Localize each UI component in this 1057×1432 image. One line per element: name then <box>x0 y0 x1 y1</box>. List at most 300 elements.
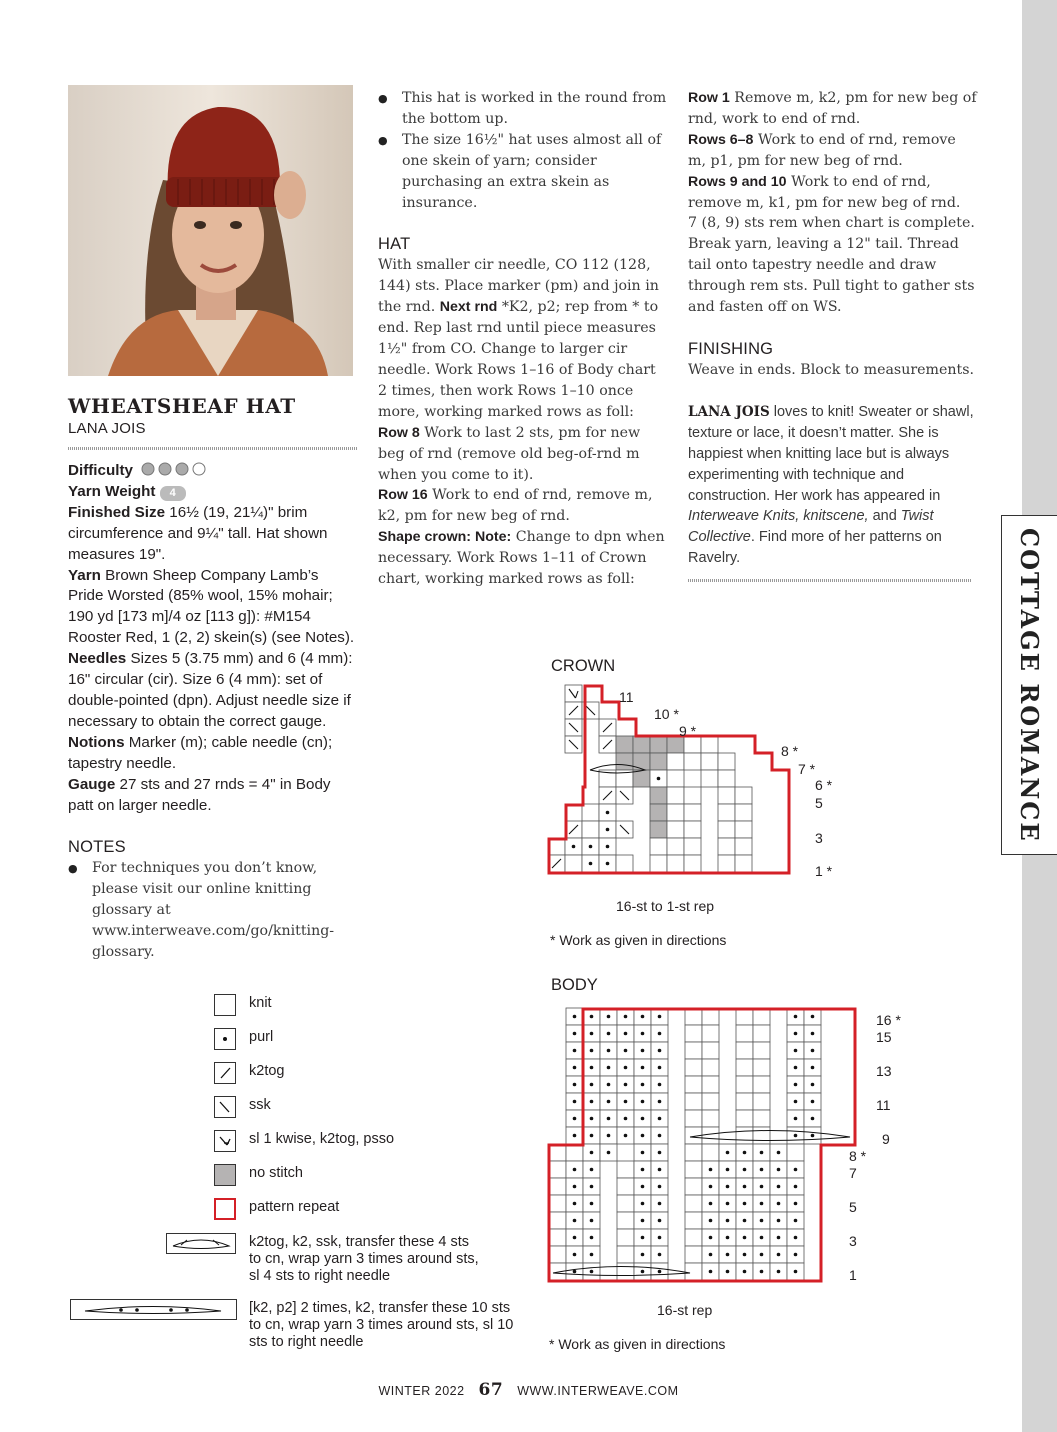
chart-cell <box>617 1195 634 1212</box>
bio-name: LANA JOIS <box>688 403 770 420</box>
notions-text: Marker (m); cable needle (cn); tapestry needle. <box>68 733 333 772</box>
purl-mark <box>641 1066 645 1070</box>
purl-mark <box>777 1219 781 1223</box>
body-row-label: 5 <box>849 1199 857 1215</box>
body-chart <box>545 1004 865 1290</box>
purl-mark <box>590 1134 594 1138</box>
chart-cell <box>702 1042 719 1059</box>
chart-cell <box>549 1178 566 1195</box>
purl-mark <box>658 1219 662 1223</box>
chart-cell <box>633 753 650 770</box>
purl-mark <box>624 1032 628 1036</box>
crown-row68-text: Work to end of rnd, remove m, p1, pm for new beg of rnd. <box>688 131 956 169</box>
purl-mark <box>641 1049 645 1053</box>
purl-mark <box>760 1253 764 1257</box>
body-row-label: 13 <box>876 1063 892 1079</box>
crown-row1-text: Remove m, k2, pm for new beg of rnd, work to end of rnd. <box>688 90 977 127</box>
gauge-text: 27 sts and 27 rnds = 4" in Body patt on larger needle. <box>68 775 331 814</box>
purl-mark <box>658 1134 662 1138</box>
purl-mark <box>573 1270 577 1274</box>
chart-cell <box>685 1178 702 1195</box>
purl-mark <box>811 1100 815 1104</box>
purl-mark <box>573 1049 577 1053</box>
purl-mark <box>590 1236 594 1240</box>
purl-mark <box>572 845 576 849</box>
yarn-label: Yarn <box>68 566 101 584</box>
chart-cell <box>667 821 684 838</box>
chart-cell <box>736 1008 753 1025</box>
chart-cell <box>685 1161 702 1178</box>
purl-mark <box>709 1185 713 1189</box>
chart-cell <box>565 855 582 872</box>
chart-cell <box>684 804 701 821</box>
row8-text: Work to last 2 sts, pm for new beg of rnd (remove old beg-of-rnd m when you come to it). <box>378 424 641 483</box>
chart-cell <box>702 1110 719 1127</box>
chart-cell <box>753 1025 770 1042</box>
hat-text: *K2, p2; rep from * to end. Rep last rnd until piece measures 1½" from CO. Change to larger cir needle. Work Rows 1–16 of Body chart 2 times, then work Rows 1–10 once more, working marked rows as foll: <box>378 299 659 420</box>
sk2p-symbol <box>214 1130 236 1152</box>
purl-mark <box>573 1117 577 1121</box>
chart-cell <box>549 1161 566 1178</box>
purl-mark <box>760 1151 764 1155</box>
chart-cell <box>735 855 752 872</box>
chart-cell <box>617 1178 634 1195</box>
note-item: ● This hat is worked in the round from the bottom up. <box>378 88 668 130</box>
purl-mark <box>573 1253 577 1257</box>
purl-mark <box>777 1270 781 1274</box>
purl-mark <box>726 1270 730 1274</box>
purl-mark <box>641 1185 645 1189</box>
body-row-label: 15 <box>876 1029 892 1045</box>
purl-mark <box>658 1151 662 1155</box>
purl-mark <box>573 1032 577 1036</box>
purl-mark <box>794 1083 798 1087</box>
purl-mark <box>777 1151 781 1155</box>
crown-chart <box>545 684 845 884</box>
page-footer <box>0 1380 1057 1400</box>
key-label: knit <box>249 995 272 1011</box>
chart-cell <box>718 821 735 838</box>
body-row-label: 8 * <box>849 1148 867 1164</box>
chart-cell <box>617 1212 634 1229</box>
gauge-label: Gauge <box>68 775 116 793</box>
needles-text: Sizes 5 (3.75 mm) and 6 (4 mm): 16" circular (cir). Size 6 (4 mm): set of double-pointed (dpn). Adjust needle size if necessary to obtain the correct gauge. <box>68 650 353 730</box>
purl-mark <box>573 1083 577 1087</box>
body-row-label: 9 <box>882 1131 890 1147</box>
chart-cell <box>718 770 735 787</box>
purl-mark <box>590 1032 594 1036</box>
purl-mark <box>726 1236 730 1240</box>
chart-cell <box>650 838 667 855</box>
chart-cell <box>616 736 633 753</box>
purl-mark <box>658 1236 662 1240</box>
chart-cell <box>549 1212 566 1229</box>
chart-cell <box>701 736 718 753</box>
purl-mark <box>658 1253 662 1257</box>
chart-cell <box>735 804 752 821</box>
purl-mark <box>641 1015 645 1019</box>
purl-mark <box>709 1236 713 1240</box>
purl-mark <box>658 1168 662 1172</box>
k2tog-symbol <box>214 1062 236 1084</box>
purl-mark <box>607 1083 611 1087</box>
chart-cell <box>582 821 599 838</box>
body-row-label: 7 <box>849 1165 857 1181</box>
purl-mark <box>709 1253 713 1257</box>
purl-mark <box>709 1168 713 1172</box>
purl-mark <box>658 1117 662 1121</box>
chart-cell <box>684 753 701 770</box>
body-rep-label: 16-st rep <box>657 1302 713 1318</box>
page-number: 67 <box>478 1380 504 1400</box>
purl-mark <box>777 1185 781 1189</box>
purl-mark <box>658 1015 662 1019</box>
purl-mark <box>606 862 610 866</box>
purl-mark <box>641 1083 645 1087</box>
chart-cell <box>684 787 701 804</box>
chart-cell <box>685 1025 702 1042</box>
purl-mark <box>606 845 610 849</box>
purl-mark <box>760 1185 764 1189</box>
ssk-symbol <box>214 1096 236 1118</box>
purl-mark <box>811 1049 815 1053</box>
purl-mark <box>794 1032 798 1036</box>
chart-cell <box>667 787 684 804</box>
crown-row-label: 3 <box>815 830 823 846</box>
purl-mark <box>590 1151 594 1155</box>
body-row-label: 1 <box>849 1267 857 1283</box>
purl-mark <box>641 1236 645 1240</box>
purl-mark <box>658 1083 662 1087</box>
chart-cell <box>685 1059 702 1076</box>
purl-mark <box>641 1117 645 1121</box>
purl-mark <box>794 1219 798 1223</box>
chart-cell <box>548 838 565 855</box>
purl-mark <box>607 1151 611 1155</box>
purl-mark <box>606 828 610 832</box>
chart-cell <box>787 1144 804 1161</box>
chart-cell <box>702 1127 719 1144</box>
body-footnote: * Work as given in directions <box>549 1336 726 1352</box>
purl-mark <box>794 1253 798 1257</box>
chart-cell <box>684 821 701 838</box>
finishing-text: Weave in ends. Block to measurements. <box>688 361 974 378</box>
purl-mark <box>573 1015 577 1019</box>
purl-mark <box>777 1168 781 1172</box>
no-stitch-symbol <box>214 1164 236 1186</box>
crown-row-label: 5 <box>815 795 823 811</box>
purl-mark <box>811 1066 815 1070</box>
purl-mark <box>743 1185 747 1189</box>
chart-cell <box>685 1144 702 1161</box>
left-column <box>68 394 358 963</box>
purl-mark <box>743 1270 747 1274</box>
chart-cell <box>735 821 752 838</box>
row8-label: Row 8 <box>378 424 420 441</box>
chart-cell <box>753 1059 770 1076</box>
chart-cell <box>650 787 667 804</box>
cable-4st-symbol <box>166 1233 236 1254</box>
purl-mark <box>726 1151 730 1155</box>
chart-cell <box>667 855 684 872</box>
purl-mark <box>573 1236 577 1240</box>
crown-footnote: * Work as given in directions <box>550 932 727 948</box>
knit-symbol <box>214 994 236 1016</box>
body-row-label: 11 <box>876 1097 891 1113</box>
purl-mark <box>794 1015 798 1019</box>
purl-mark <box>573 1185 577 1189</box>
cable-4st-label: k2tog, k2, ssk, transfer these 4 sts to cn, wrap yarn 3 times around sts, sl 4 sts to right needle <box>249 1234 479 1284</box>
chart-cell <box>753 1008 770 1025</box>
purl-mark <box>794 1100 798 1104</box>
pattern-title: WHEATSHEAF HAT <box>68 394 296 418</box>
chart-cell <box>566 1144 583 1161</box>
purl-mark <box>641 1134 645 1138</box>
purl-mark <box>624 1015 628 1019</box>
crown-row-label: 6 * <box>815 777 833 793</box>
purl-mark <box>726 1253 730 1257</box>
chart-cell <box>702 1093 719 1110</box>
purl-mark <box>794 1270 798 1274</box>
crown-row-label: 9 * <box>679 723 697 739</box>
purl-mark <box>709 1219 713 1223</box>
purl-mark <box>743 1151 747 1155</box>
crown-row910-label: Rows 9 and 10 <box>688 173 787 190</box>
purl-mark <box>811 1134 815 1138</box>
purl-mark <box>794 1236 798 1240</box>
purl-mark <box>573 1134 577 1138</box>
purl-mark <box>641 1100 645 1104</box>
purl-mark <box>794 1168 798 1172</box>
chart-cell <box>736 1110 753 1127</box>
chart-cell <box>616 855 633 872</box>
chart-cell <box>685 1042 702 1059</box>
chart-cell <box>650 855 667 872</box>
row16-label: Row 16 <box>378 487 428 504</box>
key-label: pattern repeat <box>249 1199 340 1215</box>
chart-cell <box>753 1127 770 1144</box>
purl-mark <box>760 1168 764 1172</box>
purl-mark <box>777 1236 781 1240</box>
purl-mark <box>590 1100 594 1104</box>
yarn-weight-icon: 4 <box>160 486 186 501</box>
yarn-text: Brown Sheep Company Lamb’s Pride Worsted (85% wool, 15% mohair; 190 yd [173 m]/4 oz [113 g]): #M154 Rooster Red, 1 (2, 2) skein(s) (see Notes). <box>68 566 355 647</box>
purl-mark <box>590 1049 594 1053</box>
difficulty-label: Difficulty <box>68 462 133 479</box>
chart-cell <box>617 1246 634 1263</box>
chart-cell <box>582 804 599 821</box>
notes-list-cont <box>378 88 668 213</box>
purl-mark <box>624 1117 628 1121</box>
purl-mark <box>760 1236 764 1240</box>
purl-mark <box>590 1066 594 1070</box>
chart-cell <box>650 821 667 838</box>
chart-cell <box>718 753 735 770</box>
chart-cell <box>736 1093 753 1110</box>
notes-list <box>68 858 358 963</box>
crown-rep-label: 16-st to 1-st rep <box>616 898 715 914</box>
purl-mark <box>573 1168 577 1172</box>
chart-cell <box>685 1093 702 1110</box>
purl-mark <box>624 1134 628 1138</box>
purl-mark <box>760 1219 764 1223</box>
cable-10st-symbol <box>70 1299 237 1320</box>
right-column <box>688 88 978 582</box>
purl-mark <box>607 1049 611 1053</box>
hat-bold: Next rnd <box>439 299 498 316</box>
purl-mark <box>658 1185 662 1189</box>
cable-10st-label: [k2, p2] 2 times, k2, transfer these 10 sts to cn, wrap yarn 3 times around sts, sl 10 sts to right needle <box>249 1300 514 1350</box>
chart-cell <box>736 1076 753 1093</box>
purl-mark <box>743 1236 747 1240</box>
purl-mark <box>658 1032 662 1036</box>
purl-mark <box>743 1202 747 1206</box>
purl-mark <box>743 1253 747 1257</box>
key-label: sl 1 kwise, k2tog, psso <box>249 1131 395 1147</box>
purl-mark <box>658 1202 662 1206</box>
chart-cell <box>616 753 633 770</box>
purl-mark <box>794 1049 798 1053</box>
chart-cell <box>549 1229 566 1246</box>
notes-heading: NOTES <box>68 838 126 857</box>
chart-cell <box>650 804 667 821</box>
key-label: k2tog <box>249 1063 285 1079</box>
finished-size-text: 16½ (19, 21¼)" brim circumference and 9¼" tall. Hat shown measures 19". <box>68 503 328 563</box>
purl-mark <box>590 1219 594 1223</box>
chart-cell <box>735 838 752 855</box>
chart-cell <box>702 1144 719 1161</box>
row16-text: Work to end of rnd, remove m, k2, pm for new beg of rnd. <box>378 487 653 525</box>
purl-mark <box>794 1117 798 1121</box>
crown-row-label: 7 * <box>798 761 816 777</box>
purl-mark <box>726 1219 730 1223</box>
purl-mark <box>658 1049 662 1053</box>
crown-row910-text: Work to end of rnd, remove m, k1, pm for new beg of rnd. <box>688 173 961 211</box>
purl-mark <box>573 1100 577 1104</box>
chart-cell <box>701 770 718 787</box>
chart-cell <box>667 838 684 855</box>
purl-mark <box>641 1151 645 1155</box>
purl-mark <box>641 1270 645 1274</box>
chart-cell <box>718 838 735 855</box>
chart-cell <box>702 1008 719 1025</box>
chart-cell <box>718 804 735 821</box>
purl-mark <box>658 1100 662 1104</box>
chart-cell <box>736 1127 753 1144</box>
hat-heading: HAT <box>378 235 411 254</box>
purl-mark <box>607 1066 611 1070</box>
purl-mark <box>589 845 593 849</box>
crown-row-label: 10 * <box>654 706 679 722</box>
purl-mark <box>658 1270 662 1274</box>
chart-cell <box>701 753 718 770</box>
purl-mark <box>607 1134 611 1138</box>
purl-mark <box>607 1100 611 1104</box>
chart-cell <box>718 787 735 804</box>
pattern-repeat-symbol <box>214 1198 236 1220</box>
purl-mark <box>811 1015 815 1019</box>
chart-cell <box>650 753 667 770</box>
purl-mark <box>607 1032 611 1036</box>
chart-cell <box>617 1263 634 1280</box>
purl-mark <box>777 1253 781 1257</box>
chart-cell <box>650 736 667 753</box>
chart-cell <box>753 1093 770 1110</box>
crown-row1-label: Row 1 <box>688 90 730 106</box>
chart-cell <box>685 1212 702 1229</box>
purl-mark <box>760 1270 764 1274</box>
crown-row68-label: Rows 6–8 <box>688 131 754 148</box>
crown-row-label: 8 * <box>781 743 799 759</box>
purl-mark <box>573 1066 577 1070</box>
section-tab <box>1001 515 1057 855</box>
body-row-label: 16 * <box>876 1012 901 1028</box>
purl-mark <box>590 1083 594 1087</box>
purl-mark <box>624 1100 628 1104</box>
chart-cell <box>685 1076 702 1093</box>
purl-mark <box>794 1202 798 1206</box>
chart-cell <box>685 1229 702 1246</box>
purl-mark <box>573 1202 577 1206</box>
crown-row-label: 11 <box>619 689 634 705</box>
purl-mark <box>641 1032 645 1036</box>
chart-cell <box>667 753 684 770</box>
chart-cell <box>685 1008 702 1025</box>
purl-mark <box>658 1066 662 1070</box>
purl-mark <box>794 1185 798 1189</box>
key-label: no stitch <box>249 1165 303 1181</box>
purl-mark <box>794 1066 798 1070</box>
purl-mark <box>709 1202 713 1206</box>
needles-label: Needles <box>68 650 127 668</box>
finished-size-label: Finished Size <box>68 503 166 521</box>
purl-mark <box>624 1066 628 1070</box>
chart-cell <box>736 1025 753 1042</box>
purl-mark <box>624 1049 628 1053</box>
purl-mark <box>743 1219 747 1223</box>
purl-mark <box>641 1253 645 1257</box>
purl-mark <box>709 1270 713 1274</box>
purl-mark <box>726 1185 730 1189</box>
purl-mark <box>657 777 661 781</box>
crown-after-text: 7 (8, 9) sts rem when chart is complete. Break yarn, leaving a 12" tail. Thread tail onto tapestry needle and draw through rem sts. Pull tight to gather sts and fasten off on WS. <box>688 215 975 316</box>
purl-symbol <box>214 1028 236 1050</box>
chart-cell <box>633 770 650 787</box>
purl-mark <box>590 1117 594 1121</box>
divider <box>68 447 358 450</box>
purl-mark <box>590 1270 594 1274</box>
crown-chart-title: CROWN <box>551 657 616 675</box>
notions-label: Notions <box>68 733 125 751</box>
finishing-heading: FINISHING <box>688 339 774 358</box>
shape-text: Change to dpn when necessary. Work Rows 1–11 of Crown chart, working marked rows as foll: <box>378 529 665 588</box>
shape-label: Shape crown: Note: <box>378 529 512 546</box>
hat-text: With smaller cir needle, CO 112 (128, 144) sts. Place marker (pm) and join in the rnd. <box>378 257 659 316</box>
chart-cell <box>549 1144 566 1161</box>
chart-cell <box>736 1042 753 1059</box>
hat-photo <box>68 85 353 376</box>
purl-mark <box>573 1219 577 1223</box>
purl-mark <box>760 1202 764 1206</box>
chart-cell <box>753 1110 770 1127</box>
purl-mark <box>590 1202 594 1206</box>
yarn-weight-label: Yarn Weight <box>68 482 156 500</box>
chart-cell <box>702 1076 719 1093</box>
chart-cell <box>702 1025 719 1042</box>
chart-cell <box>667 770 684 787</box>
purl-mark <box>624 1083 628 1087</box>
purl-mark <box>743 1168 747 1172</box>
